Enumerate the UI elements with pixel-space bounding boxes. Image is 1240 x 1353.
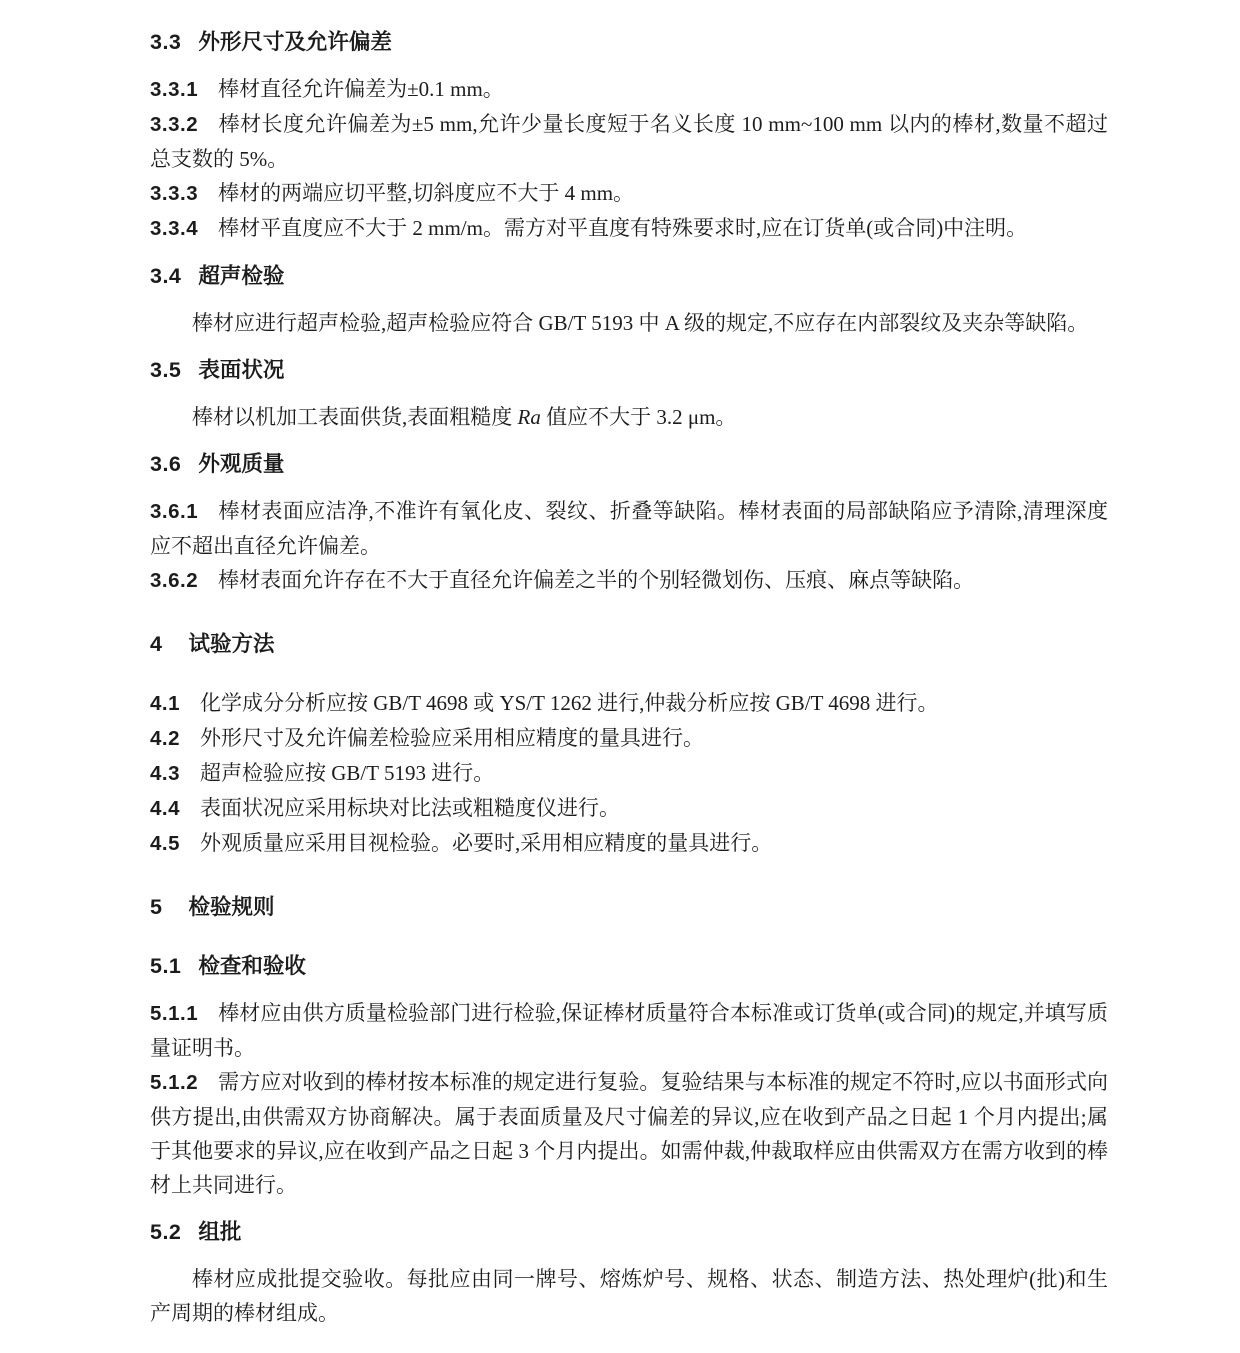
clause-number: 4.4 bbox=[150, 797, 180, 820]
clause-5-1-2 bbox=[150, 1065, 1108, 1202]
section-heading-3-3 bbox=[150, 25, 1108, 59]
clause-text: 超声检验应按 GB/T 5193 进行。 bbox=[200, 761, 495, 785]
clause-4-2 bbox=[150, 721, 1108, 756]
clause-text: 棒材长度允许偏差为±5 mm,允许少量长度短于名义长度 10 mm~100 mm 以内的棒材,数量不超过总支数的 5%。 bbox=[150, 112, 1109, 171]
section-title: 检查和验收 bbox=[198, 954, 306, 978]
section-number: 5.2 bbox=[150, 1220, 182, 1244]
clause-text: 棒材应由供方质量检验部门进行检验,保证棒材质量符合本标准或订货单(或合同)的规定,并填写质量证明书。 bbox=[150, 1001, 1108, 1060]
section-heading-3-6 bbox=[150, 447, 1108, 481]
clause-number: 3.6.1 bbox=[150, 500, 199, 523]
paragraph-text: 棒材以机加工表面供货,表面粗糙度 bbox=[192, 405, 518, 429]
section-heading-5-1 bbox=[150, 949, 1108, 983]
roughness-symbol: Ra bbox=[517, 405, 541, 429]
section-number: 5.1 bbox=[150, 954, 182, 978]
clause-text: 棒材直径允许偏差为±0.1 mm。 bbox=[218, 77, 504, 101]
clause-text: 表面状况应采用标块对比法或粗糙度仪进行。 bbox=[200, 796, 620, 820]
clause-4-3 bbox=[150, 756, 1108, 791]
clause-3-6-2 bbox=[150, 563, 1108, 598]
clause-number: 3.3.2 bbox=[150, 113, 199, 136]
clause-4-5 bbox=[150, 826, 1108, 861]
paragraph-surface-condition bbox=[150, 400, 1108, 434]
clause-text: 棒材的两端应切平整,切斜度应不大于 4 mm。 bbox=[218, 181, 635, 205]
clause-4-4 bbox=[150, 791, 1108, 826]
clause-text: 化学成分分析应按 GB/T 4698 或 YS/T 1262 进行,仲裁分析应按 GB/T 4698 进行。 bbox=[200, 691, 939, 715]
clause-text: 棒材表面允许存在不大于直径允许偏差之半的个别轻微划伤、压痕、麻点等缺陷。 bbox=[218, 568, 975, 592]
section-heading-5-2 bbox=[150, 1215, 1108, 1249]
section-title: 组批 bbox=[198, 1220, 242, 1244]
clause-number: 5.1.2 bbox=[150, 1071, 199, 1094]
clause-3-3-4 bbox=[150, 211, 1108, 246]
clause-3-3-1 bbox=[150, 72, 1108, 107]
section-number: 3.3 bbox=[150, 30, 182, 54]
paragraph-text: 值应不大于 3.2 μm。 bbox=[540, 405, 737, 429]
paragraph-batch-grouping: 棒材应成批提交验收。每批应由同一牌号、熔炼炉号、规格、状态、制造方法、热处理炉(批)和生产周期的棒材组成。 bbox=[150, 1267, 1108, 1325]
section-title: 外观质量 bbox=[198, 452, 285, 476]
section-title: 表面状况 bbox=[198, 358, 285, 382]
chapter-heading-5 bbox=[150, 890, 1108, 924]
clause-number: 4.1 bbox=[150, 692, 180, 715]
section-heading-3-5 bbox=[150, 353, 1108, 387]
clause-number: 3.3.3 bbox=[150, 182, 199, 205]
section-title: 超声检验 bbox=[198, 264, 285, 288]
clause-4-1 bbox=[150, 686, 1108, 721]
clause-number: 4.5 bbox=[150, 832, 180, 855]
chapter-number: 5 bbox=[150, 895, 163, 919]
clause-text: 外形尺寸及允许偏差检验应采用相应精度的量具进行。 bbox=[200, 726, 704, 750]
clause-number: 3.3.4 bbox=[150, 217, 199, 240]
document-page bbox=[150, 12, 1108, 1330]
clause-number: 5.1.1 bbox=[150, 1002, 199, 1025]
clause-text: 外观质量应采用目视检验。必要时,采用相应精度的量具进行。 bbox=[200, 831, 773, 855]
section-number: 3.6 bbox=[150, 452, 182, 476]
chapter-title: 检验规则 bbox=[188, 895, 275, 919]
chapter-heading-4 bbox=[150, 627, 1108, 661]
clause-text: 棒材平直度应不大于 2 mm/m。需方对平直度有特殊要求时,应在订货单(或合同)中注明。 bbox=[218, 216, 1028, 240]
chapter-title: 试验方法 bbox=[188, 632, 275, 656]
chapter-number: 4 bbox=[150, 632, 163, 656]
clause-number: 4.3 bbox=[150, 762, 180, 785]
clause-3-3-3 bbox=[150, 176, 1108, 211]
section-heading-3-4 bbox=[150, 259, 1108, 293]
clause-3-6-1 bbox=[150, 494, 1108, 563]
clause-number: 3.6.2 bbox=[150, 569, 199, 592]
clause-5-1-1 bbox=[150, 996, 1108, 1065]
section-number: 3.4 bbox=[150, 264, 182, 288]
clause-number: 3.3.1 bbox=[150, 78, 199, 101]
section-number: 3.5 bbox=[150, 358, 182, 382]
clause-text: 需方应对收到的棒材按本标准的规定进行复验。复验结果与本标准的规定不符时,应以书面形式向供方提出,由供需双方协商解决。属于表面质量及尺寸偏差的异议,应在收到产品之日起 1 个月内提出;属于其他要求的异议,应在收到产品之日起 3 个月内提出。如需仲裁,仲裁取样应由供需双方在需方收到的棒材上共同进行。 bbox=[150, 1070, 1108, 1197]
clause-text: 棒材表面应洁净,不准许有氧化皮、裂纹、折叠等缺陷。棒材表面的局部缺陷应予清除,清理深度应不超出直径允许偏差。 bbox=[150, 499, 1108, 558]
clause-3-3-2 bbox=[150, 107, 1108, 176]
section-title: 外形尺寸及允许偏差 bbox=[198, 30, 392, 54]
clause-number: 4.2 bbox=[150, 727, 180, 750]
paragraph-ultrasonic-inspection: 棒材应进行超声检验,超声检验应符合 GB/T 5193 中 A 级的规定,不应存在内部裂纹及夹杂等缺陷。 bbox=[192, 311, 1089, 335]
